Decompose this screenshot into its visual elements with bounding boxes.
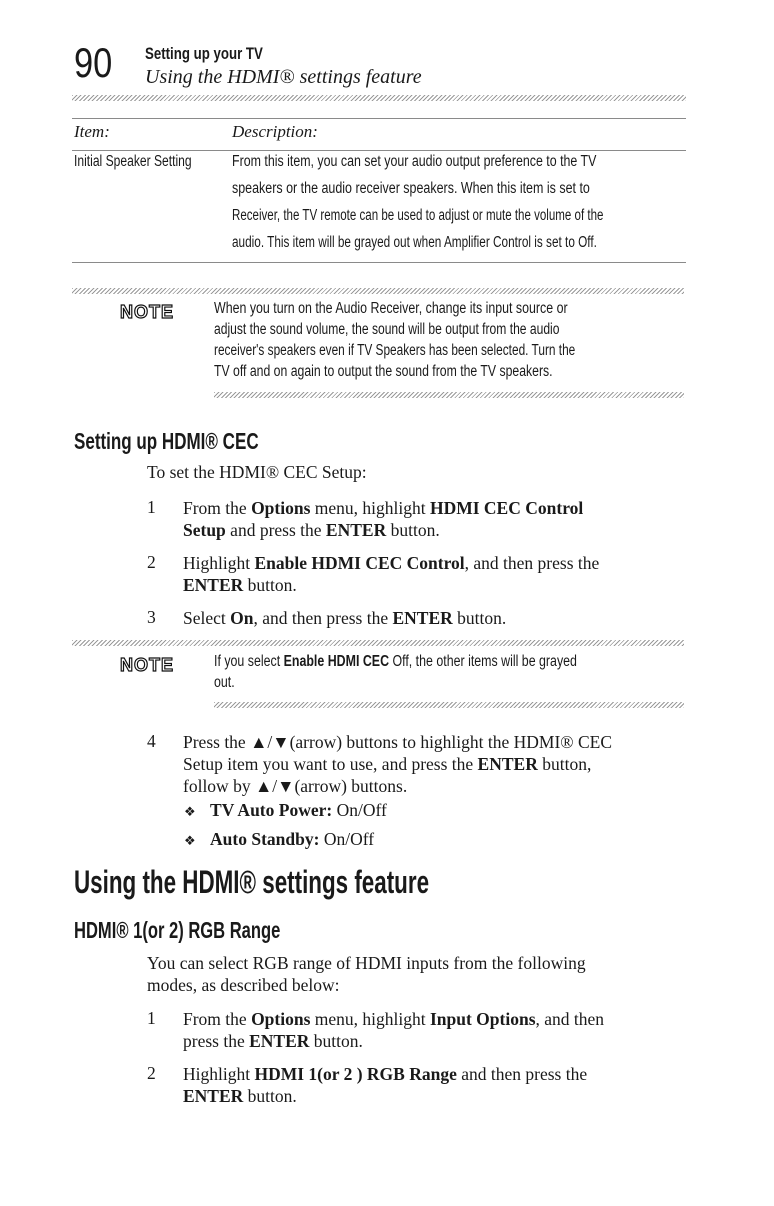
step-number: 2 — [147, 552, 156, 572]
page-number: 90 — [74, 39, 113, 86]
step-number: 1 — [147, 1008, 156, 1028]
note-top-rule — [72, 640, 684, 646]
table-row-item: Initial Speaker Setting — [74, 153, 192, 170]
diamond-bullet-icon: ❖ — [184, 834, 196, 849]
note-text-line: When you turn on the Audio Receiver, change its input source or — [214, 300, 568, 317]
step-number: 3 — [147, 607, 156, 627]
note-label: NOTE — [120, 302, 175, 322]
section-heading-hdmi-settings: Using the HDMI® settings feature — [74, 864, 430, 900]
cec-step-2: Highlight Enable HDMI CEC Control, and then press the ENTER button. — [183, 553, 600, 595]
header-rule — [72, 95, 686, 101]
cec-step-3: Select On, and then press the ENTER button. — [183, 608, 507, 628]
note-bottom-rule — [214, 702, 684, 708]
chapter-title: Setting up your TV — [145, 44, 263, 63]
diamond-bullet-icon: ❖ — [184, 805, 196, 820]
note-text-line: TV off and on again to output the sound from the TV speakers. — [214, 363, 553, 380]
section-subtitle: Using the HDMI® settings feature — [145, 66, 422, 88]
note-text-line: adjust the sound volume, the sound will be output from the audio — [214, 321, 560, 338]
rgb-step-1: From the Options menu, highlight Input Options, and then press the ENTER button. — [183, 1009, 605, 1051]
section-heading-cec: Setting up HDMI® CEC — [74, 428, 259, 454]
step-number: 1 — [147, 497, 156, 517]
note-text-line: out. — [214, 674, 235, 691]
note-top-rule — [72, 288, 684, 294]
list-item: ❖ Auto Standby: On/Off — [184, 829, 375, 849]
cec-intro: To set the HDMI® CEC Setup: — [147, 462, 367, 482]
table-row-description-line: speakers or the audio receiver speakers. When this item is set to — [232, 180, 590, 197]
table-header-description: Description: — [232, 122, 318, 141]
table-row-description-line: From this item, you can set your audio output preference to the TV — [232, 153, 597, 170]
cec-step-4: Press the ▲/▼(arrow) buttons to highlight the HDMI® CEC Setup item you want to use, and press the ENTER button, follow by ▲/▼(arrow) buttons. — [183, 732, 613, 796]
subsection-heading-rgb-range: HDMI® 1(or 2) RGB Range — [74, 917, 281, 943]
note-label: NOTE — [120, 655, 175, 675]
list-item: ❖ TV Auto Power: On/Off — [184, 800, 387, 820]
table-header-rule — [72, 150, 686, 151]
step-number: 2 — [147, 1063, 156, 1083]
table-header-item: Item: — [74, 122, 110, 141]
table-row-description-line: Receiver, the TV remote can be used to adjust or mute the volume of the — [232, 207, 604, 224]
table-row-description-line: audio. This item will be grayed out when Amplifier Control is set to Off. — [232, 234, 597, 251]
rgb-step-2: Highlight HDMI 1(or 2 ) RGB Range and then press the ENTER button. — [183, 1064, 588, 1106]
table-top-rule — [72, 118, 686, 119]
note-bottom-rule — [214, 392, 684, 398]
cec-step-1: From the Options menu, highlight HDMI CEC Control Setup and press the ENTER button. — [183, 498, 584, 540]
step-number: 4 — [147, 731, 156, 751]
note-text-line: receiver's speakers even if TV Speakers has been selected. Turn the — [214, 342, 576, 359]
note-text-line: If you select Enable HDMI CEC Off, the other items will be grayed — [214, 653, 577, 670]
rgb-range-intro: You can select RGB range of HDMI inputs from the following modes, as described below: — [147, 953, 586, 995]
table-bottom-rule — [72, 262, 686, 263]
